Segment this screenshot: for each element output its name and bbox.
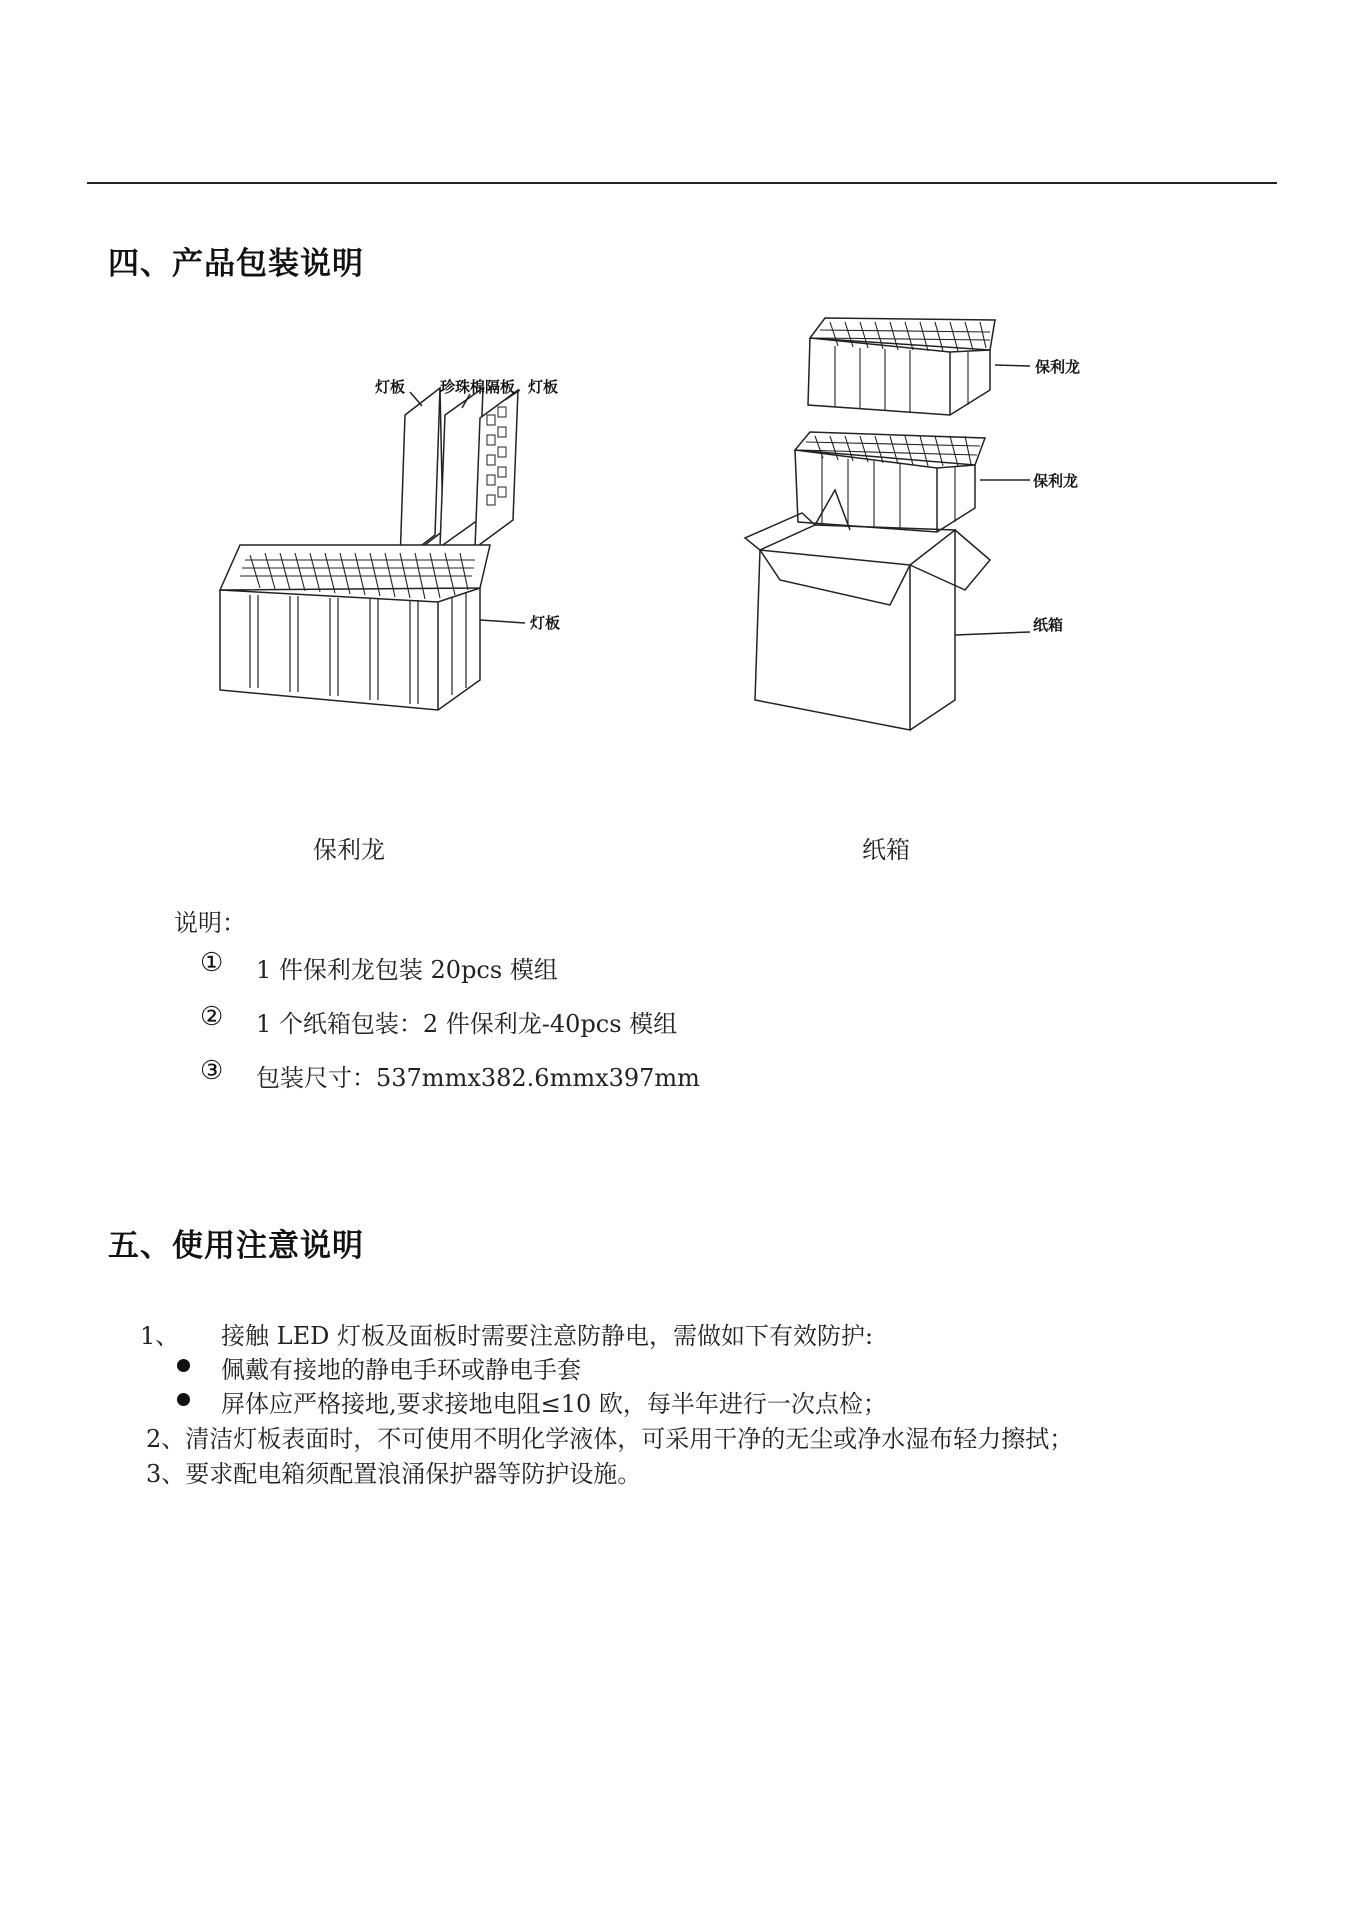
item-1-number: 1、 [140, 1322, 180, 1350]
note-2-number: ② [200, 1002, 224, 1032]
caption-carton: 纸箱 [862, 836, 910, 864]
caption-styrofoam: 保利龙 [313, 836, 385, 864]
label-carton: 纸箱 [1033, 616, 1064, 634]
item-3-text: 3、要求配电箱须配置浪涌保护器等防护设施。 [146, 1460, 642, 1488]
header-rule [87, 182, 1277, 184]
note-1-number: ① [200, 948, 224, 978]
bullet-dot-2 [177, 1393, 190, 1406]
label-pearl-cotton: 珍珠棉隔板 [440, 378, 516, 396]
note-3-text: 包装尺寸：537mmx382.6mmx397mm [256, 1064, 700, 1092]
section-heading-packaging: 四、产品包装说明 [108, 246, 364, 282]
bullet-1-text: 佩戴有接地的静电手环或静电手套 [221, 1356, 581, 1384]
item-1-text: 接触 LED 灯板及面板时需要注意防静电，需做如下有效防护: [221, 1322, 874, 1350]
label-light-board-1: 灯板 [375, 378, 406, 396]
notes-title: 说明： [174, 909, 246, 937]
bullet-dot-1 [177, 1359, 190, 1372]
label-light-board-3: 灯板 [530, 614, 561, 632]
note-3-number: ③ [200, 1056, 224, 1086]
label-light-board-2: 灯板 [528, 378, 559, 396]
note-1-text: 1 件保利龙包装 20pcs 模组 [256, 956, 558, 984]
label-styrofoam-top: 保利龙 [1035, 358, 1081, 376]
item-2-text: 2、清洁灯板表面时，不可使用不明化学液体，可采用干净的无尘或净水湿布轻力擦拭； [146, 1425, 1074, 1453]
note-2-text: 1 个纸箱包装：2 件保利龙-40pcs 模组 [256, 1010, 678, 1038]
styrofoam-box-diagram [200, 370, 600, 730]
label-styrofoam-mid: 保利龙 [1033, 472, 1079, 490]
section-heading-usage: 五、使用注意说明 [108, 1228, 364, 1264]
bullet-2-text: 屏体应严格接地,要求接地电阻≤10 欧，每半年进行一次点检； [221, 1390, 887, 1418]
carton-diagram [740, 310, 1120, 750]
